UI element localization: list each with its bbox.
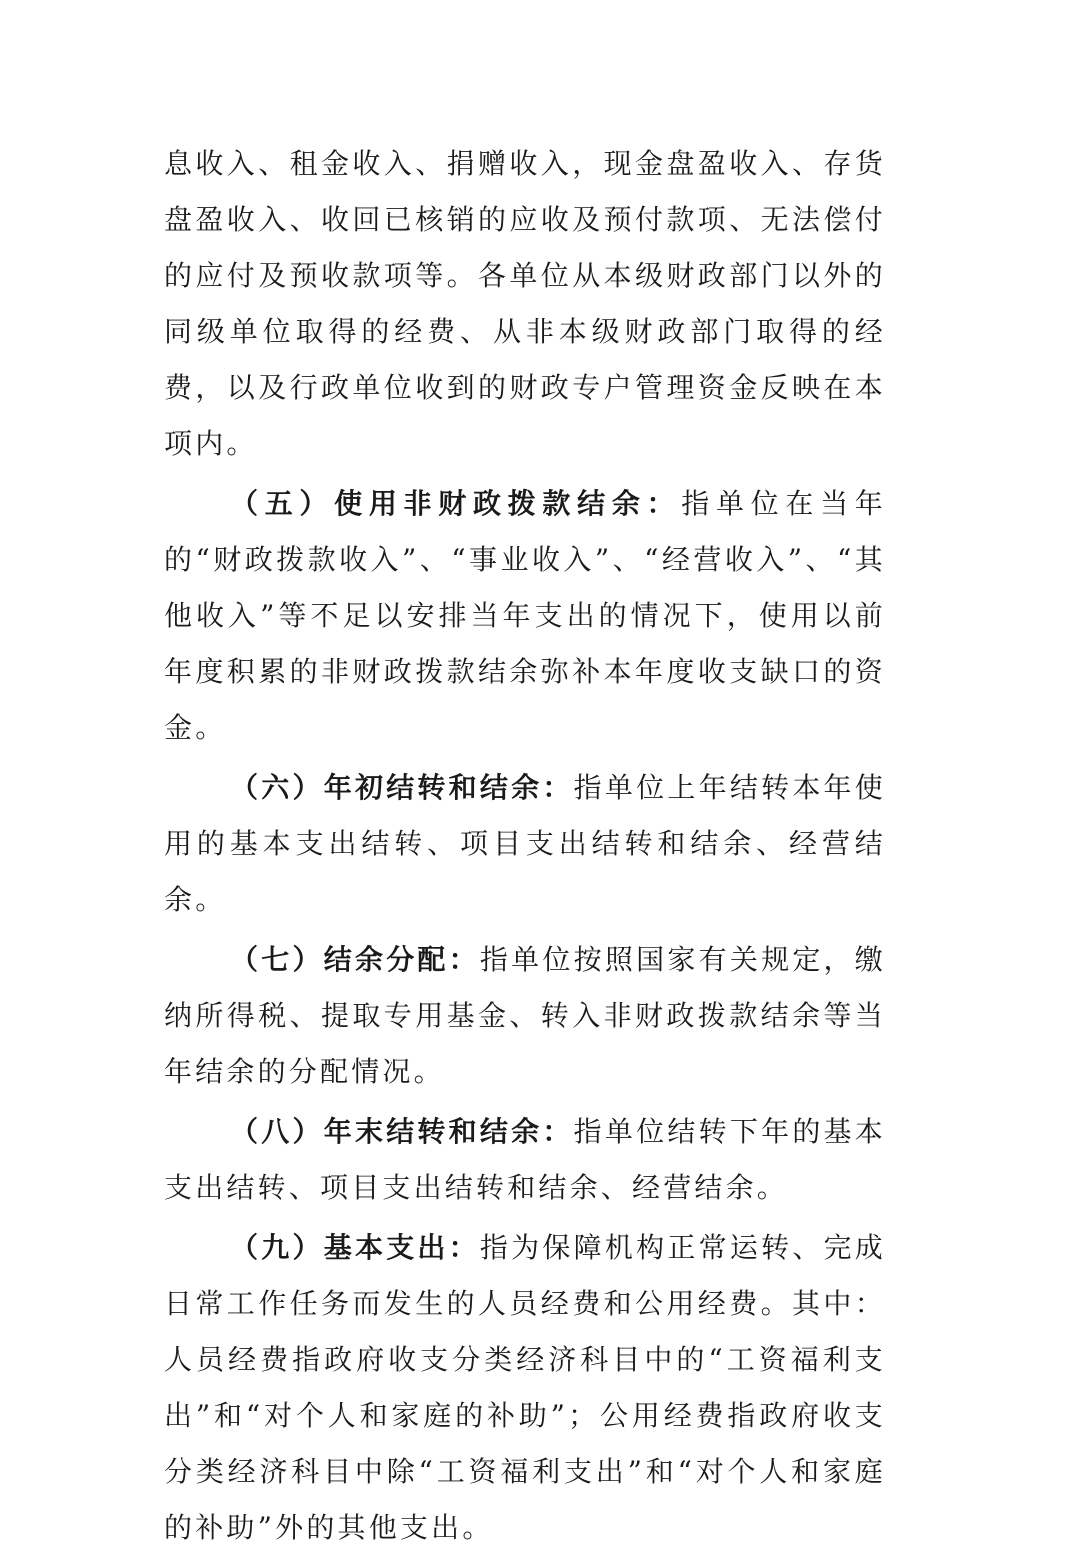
term-heading: （五）使用非财政拨款结余：: [230, 487, 682, 520]
paragraph-item-7: [164, 932, 886, 1100]
paragraph-item-6: [164, 760, 886, 928]
term-heading: （六）年初结转和结余：: [230, 771, 574, 804]
paragraph-item-9: [164, 1220, 886, 1556]
paragraph-text: 指单位上年结转本年使用的基本支出结转、项目支出结转和结余、经营结余。: [164, 771, 886, 916]
document-page: [164, 136, 886, 1556]
paragraph-text: 指单位结转下年的基本支出结转、项目支出结转和结余、经营结余。: [164, 1115, 886, 1204]
paragraph-text: 息收入、租金收入、捐赠收入，现金盘盈收入、存货盘盈收入、收回已核销的应收及预付款项、无法偿付的应付及预收款项等。各单位从本级财政部门以外的同级单位取得的经费、从非本级财政部门取得的经费，以及行政单位收到的财政专户管理资金反映在本项内。: [164, 147, 886, 460]
paragraph-item-8: [164, 1104, 886, 1216]
term-heading: （八）年末结转和结余：: [230, 1115, 574, 1148]
term-heading: （九）基本支出：: [230, 1231, 480, 1264]
paragraph-text: 指为保障机构正常运转、完成日常工作任务而发生的人员经费和公用经费。其中：人员经费指政府收支分类经济科目中的“工资福利支出”和“对个人和家庭的补助”；公用经费指政府收支分类经济科目中除“工资福利支出”和“对个人和家庭的补助”外的其他支出。: [164, 1231, 886, 1544]
paragraph-text: 指单位在当年的“财政拨款收入”、“事业收入”、“经营收入”、“其他收入”等不足以安排当年支出的情况下，使用以前年度积累的非财政拨款结余弥补本年度收支缺口的资金。: [164, 487, 887, 744]
paragraph-text: 指单位按照国家有关规定，缴纳所得税、提取专用基金、转入非财政拨款结余等当年结余的分配情况。: [164, 943, 886, 1088]
term-heading: （七）结余分配：: [230, 943, 480, 976]
paragraph-continued: [164, 136, 886, 472]
paragraph-item-5: [164, 476, 886, 756]
